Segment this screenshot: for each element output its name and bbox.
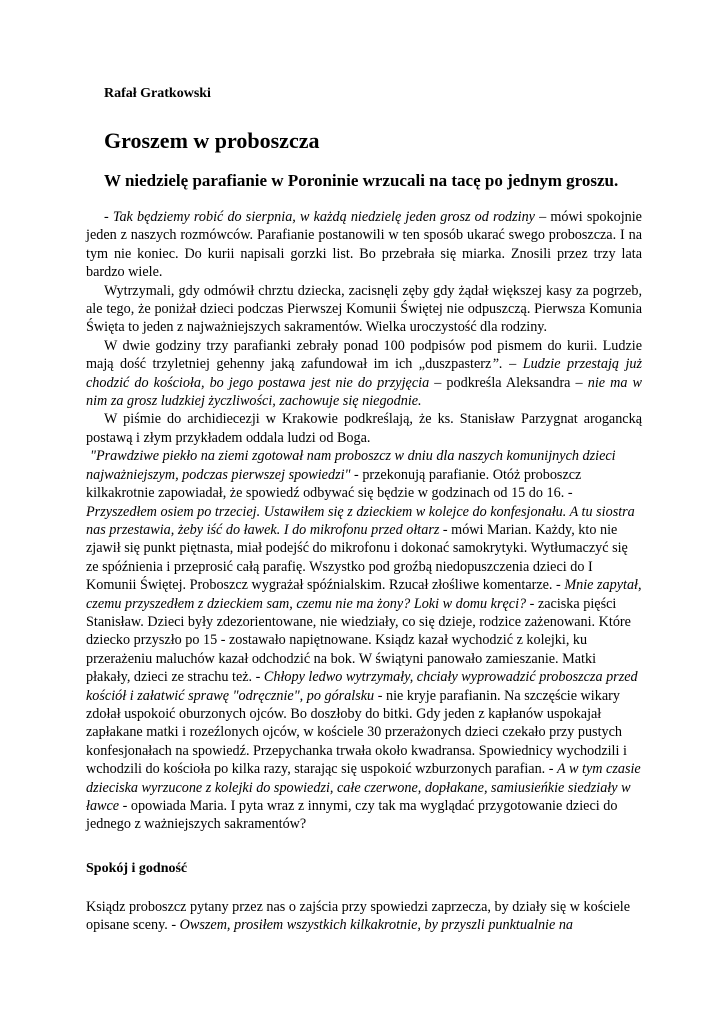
paragraph-text: - zaciska pięści Stanisław. Dzieci były zdezorientowane, nie wiedziały, co się dzieje, rodzice zażenowani. Które dziecko przyszło po 15 - zostawało napiętnowane. Ksiądz kazał wychodzić z kolejki, ku przerażeniu maluchów kazał odchodzić na bok. W świątyni panowało zamieszanie. Matki płakały, dzieci ze strachu też. - bbox=[86, 595, 631, 686]
quote-text: Mnie zapytał, czemu przyszedłem z dzieckiem sam, czemu nie ma żony? Loki w domu kręci? bbox=[86, 577, 642, 612]
section-body bbox=[86, 898, 642, 935]
quote-text: Chłopy ledwo wytrzymały, chciały wyprowadzić proboszcza przed kościół i załatwić sprawę "odręcznie", po góralsku bbox=[86, 669, 638, 704]
article-body bbox=[86, 208, 642, 834]
quote-text: Owszem, prosiłem wszystkich kilkakrotnie, by przyszli punktualnie na bbox=[179, 917, 574, 934]
paragraph-text: – podkreśla Aleksandra – bbox=[429, 374, 588, 391]
section-paragraph-1 bbox=[86, 898, 642, 935]
quote-text: Przyszedłem osiem po trzeciej. Ustawiłem się z dzieckiem w kolejce do konfesjonału. A tu siostra nas przestawia, żeby iść do ławek. I do mikrofonu przed ołtarz bbox=[86, 503, 635, 538]
paragraph-text: - opowiada Maria. I pyta wraz z innymi, czy tak ma wyglądać przygotowanie dzieci do jednego z ważniejszych sakramentów? bbox=[86, 798, 618, 833]
quote-text: nie ma w nim za grosz ludzkiej życzliwości, zachowuje się niegodnie. bbox=[86, 374, 643, 410]
paragraph-text: - mówi Marian. Każdy, kto nie zjawił się punkt piętnasta, miał podejść do mikrofonu i dokonać samokrytyki. Wytłumaczyć się ze spóźnienia i przeprosić całą parafię. Wszystko pod groźbą niedopuszczenia dzieci do I Komunii Świętej. Proboszcz wygrażał spóźnialskim. Rzucał złośliwe komentarze. - bbox=[86, 521, 628, 594]
paragraph-5 bbox=[86, 447, 642, 834]
quote-text: - Tak będziemy robić do sierpnia, w każdą niedzielę jeden grosz od rodziny bbox=[104, 209, 535, 225]
paragraph-text: W piśmie do archidiecezji w Krakowie podkreślają, że ks. Stanisław Parzygnat arogancką postawą i złym przykładem oddala ludzi od Boga. bbox=[86, 411, 642, 446]
quote-text: ”. – Ludzie przestają już chodzić do kościoła, bo jego postawa jest nie do przyjęcia bbox=[86, 356, 642, 391]
paragraph-2 bbox=[86, 282, 642, 337]
paragraph-text: - nie kryje parafianin. Na szczęście wikary zdołał uspokoić oburzonych ojców. Bo doszłoby do bitki. Gdy jeden z kapłanów uspokajał zapłakane matki i rozeźlonych ojców, w kościele 30 przerażonych dzieci czekało przy pustych konfesjonałach na spowiedź. Przepychanka trwała około kwadransa. Spowiednicy wychodzili i wchodzili do kościoła po kilka razy, starając się uspokoić wzburzonych parafian. - bbox=[86, 687, 627, 778]
quote-text: "Prawdziwe piekło na ziemi zgotował nam proboszcz w dniu dla naszych komunijnych dzieci najważniejszym, podczas pierwszej spowiedzi" bbox=[86, 448, 616, 483]
quote-text: A w tym czasie dzieciska wyrzucone z kolejki do spowiedzi, całe czerwone, dopłakane, samiusieńkie siedziały w ławce bbox=[86, 761, 641, 814]
article-author: Rafał Gratkowski bbox=[104, 86, 211, 101]
paragraph-text: - przekonują parafianie. Otóż proboszcz kilkakrotnie zapowiadał, że spowiedź odbywać się będzie w godzinach od 15 do 16. - bbox=[86, 466, 582, 502]
article-subtitle: W niedzielę parafianie w Poroninie wrzucali na tacę po jednym groszu. bbox=[104, 171, 619, 190]
paragraph-3 bbox=[86, 337, 642, 411]
paragraph-1 bbox=[86, 208, 642, 282]
paragraph-text: W dwie godziny trzy parafianki zebrały ponad 100 podpisów pod pismem do kurii. Ludzie mają dość trzyletniej gehenny jaką zafundował im ich „duszpasterz bbox=[86, 337, 642, 373]
article-title: Groszem w proboszcza bbox=[104, 128, 320, 153]
paragraph-text: Wytrzymali, gdy odmówił chrztu dziecka, zacisnęli zęby gdy żądał większej kasy za pogrzeb, ale tego, że poniżał dzieci podczas Pierwszej Komunii Świętej nie odpuszczą. Pierwsza Komunia Święta to jeden z najważniejszych sakramentów. Wielka uroczystość dla rodziny. bbox=[86, 282, 642, 336]
paragraph-text: – mówi spokojnie jeden z naszych rozmówców. Parafianie postanowili w ten sposób ukarać swego proboszcza. I na tym nie koniec. Do kurii napisali gorzki list. Bo przebrała się miarka. Znosili przez trzy lata bardzo wiele. bbox=[86, 209, 642, 281]
paragraph-4 bbox=[86, 410, 642, 447]
paragraph-text: Ksiądz proboszcz pytany przez nas o zajścia przy spowiedzi zaprzecza, by działy się w kościele opisane sceny. - bbox=[86, 899, 631, 934]
section-heading: Spokój i godność bbox=[86, 861, 188, 876]
